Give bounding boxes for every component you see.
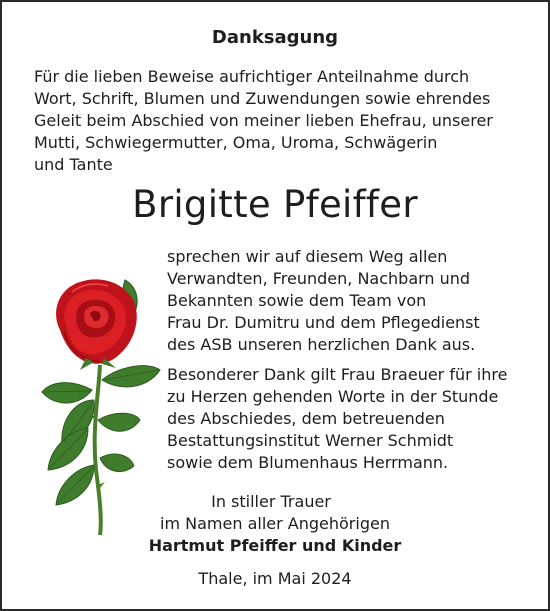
special-thanks-paragraph: Besonderer Dank gilt Frau Braeuer für ihre zu Herzen gehenden Worte in der Stunde des Abschiedes, dem betreuenden Bestattungsinstitut Werner Schmidt sowie dem Blumenhaus Herrmann. (167, 365, 508, 472)
signature-line-relatives: im Namen aller Angehörigen (160, 514, 390, 533)
intro-text: Für die lieben Beweise aufrichtiger Anteilnahme durch Wort, Schrift, Blumen und Zuwendungen sowie ehrendes Geleit beim Abschied von meiner lieben Ehefrau, unserer Mutti, Schwiegermutter, Oma, Uroma, Schwägerin und Tante (34, 67, 493, 174)
notice-heading: Danksagung (211, 27, 339, 48)
thanks-paragraph: sprechen wir auf diesem Weg allen Verwandten, Freunden, Nachbarn und Bekannten sowie dem Team von Frau Dr. Dumitru und dem Pflegedienst des ASB unseren herzlichen Dank aus. (167, 247, 480, 354)
signature-line-mourning: In stiller Trauer (211, 492, 331, 511)
place-date: Thale, im Mai 2024 (198, 569, 352, 588)
deceased-name: Brigitte Pfeiffer (132, 183, 418, 226)
signature-names: Hartmut Pfeiffer und Kinder (148, 536, 402, 555)
